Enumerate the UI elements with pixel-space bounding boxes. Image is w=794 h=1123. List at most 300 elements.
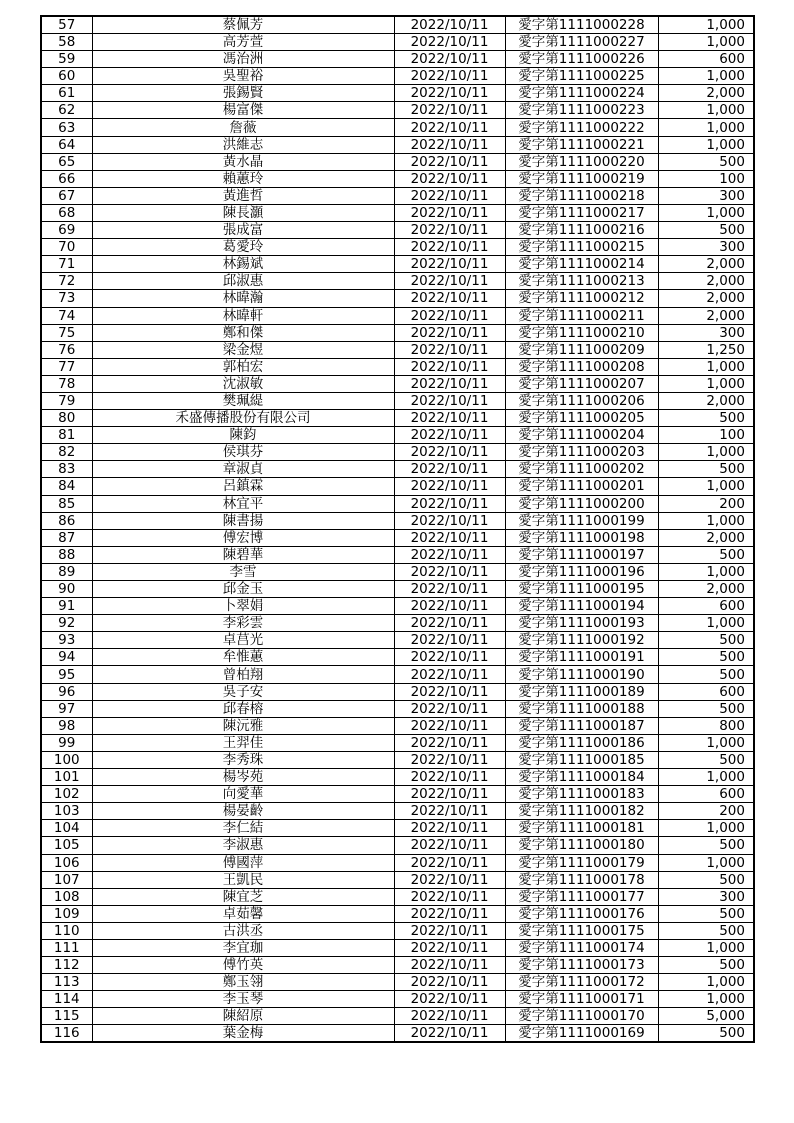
- donor-name: 林錫斌: [92, 256, 394, 273]
- donation-amount: 1,000: [658, 444, 754, 461]
- table-row: [41, 85, 754, 102]
- table-row: [41, 922, 754, 939]
- receipt-number: 愛字第1111000206: [505, 392, 658, 409]
- row-number: 66: [41, 170, 92, 187]
- receipt-number: 愛字第1111000195: [505, 581, 658, 598]
- receipt-number: 愛字第1111000171: [505, 991, 658, 1008]
- receipt-number: 愛字第1111000207: [505, 375, 658, 392]
- row-number: 113: [41, 974, 92, 991]
- donation-date: 2022/10/11: [394, 68, 505, 85]
- donation-amount: 2,000: [658, 307, 754, 324]
- table-row: [41, 51, 754, 68]
- receipt-number: 愛字第1111000204: [505, 427, 658, 444]
- donation-date: 2022/10/11: [394, 598, 505, 615]
- donor-name: 章淑貞: [92, 461, 394, 478]
- donation-date: 2022/10/11: [394, 273, 505, 290]
- donation-amount: 300: [658, 324, 754, 341]
- donation-date: 2022/10/11: [394, 444, 505, 461]
- donation-amount: 1,000: [658, 991, 754, 1008]
- table-row: [41, 256, 754, 273]
- donor-name: 傅竹英: [92, 957, 394, 974]
- row-number: 109: [41, 905, 92, 922]
- row-number: 59: [41, 51, 92, 68]
- table-row: [41, 854, 754, 871]
- donor-name: 向愛華: [92, 786, 394, 803]
- donor-name: 蔡佩芳: [92, 16, 394, 34]
- donation-amount: 1,000: [658, 136, 754, 153]
- donor-name: 李仁結: [92, 820, 394, 837]
- receipt-number: 愛字第1111000185: [505, 751, 658, 768]
- row-number: 80: [41, 410, 92, 427]
- table-row: [41, 666, 754, 683]
- row-number: 116: [41, 1025, 92, 1043]
- donation-date: 2022/10/11: [394, 820, 505, 837]
- row-number: 57: [41, 16, 92, 34]
- table-row: [41, 751, 754, 768]
- table-row: [41, 649, 754, 666]
- donation-date: 2022/10/11: [394, 734, 505, 751]
- receipt-number: 愛字第1111000170: [505, 1008, 658, 1025]
- donation-amount: 1,000: [658, 615, 754, 632]
- donor-name: 郭柏宏: [92, 358, 394, 375]
- row-number: 91: [41, 598, 92, 615]
- receipt-number: 愛字第1111000227: [505, 34, 658, 51]
- donation-amount: 200: [658, 495, 754, 512]
- row-number: 86: [41, 512, 92, 529]
- donation-date: 2022/10/11: [394, 751, 505, 768]
- row-number: 89: [41, 563, 92, 580]
- row-number: 99: [41, 734, 92, 751]
- table-row: [41, 34, 754, 51]
- donation-date: 2022/10/11: [394, 957, 505, 974]
- donor-name: 王羿佳: [92, 734, 394, 751]
- donation-date: 2022/10/11: [394, 683, 505, 700]
- row-number: 61: [41, 85, 92, 102]
- donation-date: 2022/10/11: [394, 392, 505, 409]
- donation-date: 2022/10/11: [394, 700, 505, 717]
- receipt-number: 愛字第1111000218: [505, 187, 658, 204]
- table-row: [41, 68, 754, 85]
- donation-amount: 1,000: [658, 512, 754, 529]
- donation-amount: 500: [658, 649, 754, 666]
- receipt-number: 愛字第1111000179: [505, 854, 658, 871]
- row-number: 71: [41, 256, 92, 273]
- donation-date: 2022/10/11: [394, 239, 505, 256]
- row-number: 60: [41, 68, 92, 85]
- donation-amount: 1,000: [658, 119, 754, 136]
- donation-date: 2022/10/11: [394, 341, 505, 358]
- donation-amount: 5,000: [658, 1008, 754, 1025]
- donation-amount: 500: [658, 632, 754, 649]
- donation-date: 2022/10/11: [394, 666, 505, 683]
- donor-name: 邱淑惠: [92, 273, 394, 290]
- receipt-number: 愛字第1111000192: [505, 632, 658, 649]
- donation-date: 2022/10/11: [394, 307, 505, 324]
- donation-amount: 1,000: [658, 16, 754, 34]
- table-row: [41, 939, 754, 956]
- donation-amount: 1,000: [658, 820, 754, 837]
- donation-amount: 600: [658, 683, 754, 700]
- donation-date: 2022/10/11: [394, 529, 505, 546]
- donor-name: 吳聖裕: [92, 68, 394, 85]
- donor-name: 鄭和傑: [92, 324, 394, 341]
- donor-name: 李雪: [92, 563, 394, 580]
- table-row: [41, 119, 754, 136]
- donor-name: 林宜平: [92, 495, 394, 512]
- row-number: 103: [41, 803, 92, 820]
- row-number: 78: [41, 375, 92, 392]
- donation-amount: 500: [658, 666, 754, 683]
- donor-name: 傅國萍: [92, 854, 394, 871]
- donation-date: 2022/10/11: [394, 410, 505, 427]
- row-number: 101: [41, 769, 92, 786]
- row-number: 73: [41, 290, 92, 307]
- donor-name: 楊富傑: [92, 102, 394, 119]
- donation-amount: 500: [658, 905, 754, 922]
- donor-name: 邱春榕: [92, 700, 394, 717]
- table-row: [41, 478, 754, 495]
- receipt-number: 愛字第1111000194: [505, 598, 658, 615]
- table-row: [41, 427, 754, 444]
- table-row: [41, 204, 754, 221]
- row-number: 75: [41, 324, 92, 341]
- donation-date: 2022/10/11: [394, 769, 505, 786]
- row-number: 98: [41, 717, 92, 734]
- table-row: [41, 957, 754, 974]
- donation-amount: 1,000: [658, 734, 754, 751]
- receipt-number: 愛字第1111000212: [505, 290, 658, 307]
- donor-name: 王凱民: [92, 871, 394, 888]
- donor-name: 侯琪芬: [92, 444, 394, 461]
- table-row: [41, 341, 754, 358]
- table-row: [41, 974, 754, 991]
- donation-amount: 2,000: [658, 529, 754, 546]
- table-row: [41, 444, 754, 461]
- donation-amount: 2,000: [658, 290, 754, 307]
- donor-name: 吳子安: [92, 683, 394, 700]
- donor-name: 洪維志: [92, 136, 394, 153]
- donation-amount: 2,000: [658, 392, 754, 409]
- table-row: [41, 581, 754, 598]
- donation-amount: 500: [658, 871, 754, 888]
- donor-name: 陳書揚: [92, 512, 394, 529]
- receipt-number: 愛字第1111000199: [505, 512, 658, 529]
- donation-date: 2022/10/11: [394, 581, 505, 598]
- table-row: [41, 187, 754, 204]
- donation-amount: 1,000: [658, 375, 754, 392]
- donation-date: 2022/10/11: [394, 375, 505, 392]
- donation-date: 2022/10/11: [394, 358, 505, 375]
- donor-name: 陳長灝: [92, 204, 394, 221]
- donation-amount: 1,000: [658, 358, 754, 375]
- donation-amount: 500: [658, 700, 754, 717]
- donation-amount: 1,000: [658, 102, 754, 119]
- table-row: [41, 820, 754, 837]
- donation-amount: 1,000: [658, 68, 754, 85]
- donation-amount: 500: [658, 1025, 754, 1043]
- donor-name: 黃水晶: [92, 153, 394, 170]
- donation-amount: 1,000: [658, 204, 754, 221]
- donation-date: 2022/10/11: [394, 136, 505, 153]
- row-number: 93: [41, 632, 92, 649]
- table-row: [41, 700, 754, 717]
- table-row: [41, 871, 754, 888]
- row-number: 111: [41, 939, 92, 956]
- receipt-number: 愛字第1111000219: [505, 170, 658, 187]
- donor-name: 詹薇: [92, 119, 394, 136]
- donation-date: 2022/10/11: [394, 871, 505, 888]
- row-number: 97: [41, 700, 92, 717]
- receipt-number: 愛字第1111000190: [505, 666, 658, 683]
- donation-date: 2022/10/11: [394, 939, 505, 956]
- row-number: 70: [41, 239, 92, 256]
- receipt-number: 愛字第1111000198: [505, 529, 658, 546]
- table-row: [41, 991, 754, 1008]
- table-row: [41, 102, 754, 119]
- receipt-number: 愛字第1111000193: [505, 615, 658, 632]
- donation-amount: 1,000: [658, 854, 754, 871]
- row-number: 69: [41, 222, 92, 239]
- donation-amount: 1,250: [658, 341, 754, 358]
- table-row: [41, 153, 754, 170]
- table-row: [41, 683, 754, 700]
- receipt-number: 愛字第1111000181: [505, 820, 658, 837]
- table-row: [41, 410, 754, 427]
- receipt-number: 愛字第1111000216: [505, 222, 658, 239]
- table-row: [41, 170, 754, 187]
- row-number: 76: [41, 341, 92, 358]
- receipt-number: 愛字第1111000184: [505, 769, 658, 786]
- row-number: 92: [41, 615, 92, 632]
- donor-name: 卓莒光: [92, 632, 394, 649]
- donor-name: 陳紹原: [92, 1008, 394, 1025]
- donor-name: 李秀珠: [92, 751, 394, 768]
- donation-date: 2022/10/11: [394, 632, 505, 649]
- row-number: 67: [41, 187, 92, 204]
- row-number: 108: [41, 888, 92, 905]
- donor-name: 禾盛傳播股份有限公司: [92, 410, 394, 427]
- receipt-number: 愛字第1111000191: [505, 649, 658, 666]
- donation-date: 2022/10/11: [394, 102, 505, 119]
- table-row: [41, 136, 754, 153]
- donation-amount: 500: [658, 922, 754, 939]
- donation-date: 2022/10/11: [394, 888, 505, 905]
- receipt-number: 愛字第1111000223: [505, 102, 658, 119]
- table-row: [41, 307, 754, 324]
- donation-amount: 1,000: [658, 34, 754, 51]
- donation-date: 2022/10/11: [394, 153, 505, 170]
- donation-date: 2022/10/11: [394, 85, 505, 102]
- donation-amount: 500: [658, 222, 754, 239]
- donor-name: 葛愛玲: [92, 239, 394, 256]
- donation-amount: 500: [658, 546, 754, 563]
- donation-date: 2022/10/11: [394, 922, 505, 939]
- table-row: [41, 273, 754, 290]
- receipt-number: 愛字第1111000188: [505, 700, 658, 717]
- donor-name: 陳鈞: [92, 427, 394, 444]
- donation-date: 2022/10/11: [394, 495, 505, 512]
- donor-name: 鄭玉翎: [92, 974, 394, 991]
- row-number: 87: [41, 529, 92, 546]
- row-number: 114: [41, 991, 92, 1008]
- table-row: [41, 324, 754, 341]
- donor-name: 呂鎮霖: [92, 478, 394, 495]
- donation-date: 2022/10/11: [394, 649, 505, 666]
- donor-name: 邱金玉: [92, 581, 394, 598]
- row-number: 100: [41, 751, 92, 768]
- donation-amount: 100: [658, 170, 754, 187]
- donation-amount: 500: [658, 153, 754, 170]
- row-number: 83: [41, 461, 92, 478]
- donation-amount: 500: [658, 957, 754, 974]
- donor-name: 李玉琴: [92, 991, 394, 1008]
- donation-amount: 500: [658, 751, 754, 768]
- donor-name: 賴蕙玲: [92, 170, 394, 187]
- donation-amount: 100: [658, 427, 754, 444]
- donation-amount: 1,000: [658, 939, 754, 956]
- row-number: 90: [41, 581, 92, 598]
- donation-date: 2022/10/11: [394, 905, 505, 922]
- donation-date: 2022/10/11: [394, 290, 505, 307]
- receipt-number: 愛字第1111000228: [505, 16, 658, 34]
- row-number: 85: [41, 495, 92, 512]
- row-number: 95: [41, 666, 92, 683]
- donor-name: 卜翠娟: [92, 598, 394, 615]
- receipt-number: 愛字第1111000213: [505, 273, 658, 290]
- row-number: 112: [41, 957, 92, 974]
- donation-amount: 1,000: [658, 478, 754, 495]
- donor-name: 楊岑苑: [92, 769, 394, 786]
- receipt-number: 愛字第1111000197: [505, 546, 658, 563]
- row-number: 77: [41, 358, 92, 375]
- table-row: [41, 290, 754, 307]
- donation-date: 2022/10/11: [394, 974, 505, 991]
- donation-amount: 2,000: [658, 581, 754, 598]
- donation-date: 2022/10/11: [394, 222, 505, 239]
- table-row: [41, 495, 754, 512]
- row-number: 96: [41, 683, 92, 700]
- receipt-number: 愛字第1111000217: [505, 204, 658, 221]
- row-number: 63: [41, 119, 92, 136]
- receipt-number: 愛字第1111000220: [505, 153, 658, 170]
- table-row: [41, 769, 754, 786]
- receipt-number: 愛字第1111000205: [505, 410, 658, 427]
- table-row: [41, 461, 754, 478]
- receipt-number: 愛字第1111000186: [505, 734, 658, 751]
- donor-name: 陳碧華: [92, 546, 394, 563]
- receipt-number: 愛字第1111000200: [505, 495, 658, 512]
- receipt-number: 愛字第1111000174: [505, 939, 658, 956]
- donor-name: 古洪丞: [92, 922, 394, 939]
- donation-date: 2022/10/11: [394, 1025, 505, 1043]
- receipt-number: 愛字第1111000210: [505, 324, 658, 341]
- row-number: 64: [41, 136, 92, 153]
- receipt-number: 愛字第1111000201: [505, 478, 658, 495]
- row-number: 105: [41, 837, 92, 854]
- donation-amount: 2,000: [658, 256, 754, 273]
- receipt-number: 愛字第1111000226: [505, 51, 658, 68]
- donation-amount: 500: [658, 461, 754, 478]
- table-row: [41, 529, 754, 546]
- table-row: [41, 888, 754, 905]
- row-number: 88: [41, 546, 92, 563]
- donor-name: 馮治洲: [92, 51, 394, 68]
- donation-date: 2022/10/11: [394, 717, 505, 734]
- table-row: [41, 717, 754, 734]
- table-row: [41, 734, 754, 751]
- receipt-number: 愛字第1111000208: [505, 358, 658, 375]
- table-row: [41, 239, 754, 256]
- donation-date: 2022/10/11: [394, 803, 505, 820]
- table-row: [41, 837, 754, 854]
- donation-date: 2022/10/11: [394, 461, 505, 478]
- donor-name: 梁金煜: [92, 341, 394, 358]
- table-row: [41, 392, 754, 409]
- row-number: 68: [41, 204, 92, 221]
- receipt-number: 愛字第1111000214: [505, 256, 658, 273]
- donation-date: 2022/10/11: [394, 204, 505, 221]
- donor-name: 曾柏翔: [92, 666, 394, 683]
- table-row: [41, 786, 754, 803]
- donor-name: 牟惟蕙: [92, 649, 394, 666]
- receipt-number: 愛字第1111000202: [505, 461, 658, 478]
- donation-date: 2022/10/11: [394, 324, 505, 341]
- table-row: [41, 358, 754, 375]
- table-row: [41, 1025, 754, 1043]
- donation-amount: 800: [658, 717, 754, 734]
- donation-date: 2022/10/11: [394, 16, 505, 34]
- receipt-number: 愛字第1111000211: [505, 307, 658, 324]
- donation-amount: 500: [658, 410, 754, 427]
- table-row: [41, 598, 754, 615]
- donor-name: 高芳萱: [92, 34, 394, 51]
- donation-date: 2022/10/11: [394, 256, 505, 273]
- donation-amount: 2,000: [658, 85, 754, 102]
- receipt-number: 愛字第1111000169: [505, 1025, 658, 1043]
- donation-amount: 600: [658, 51, 754, 68]
- donation-date: 2022/10/11: [394, 512, 505, 529]
- row-number: 94: [41, 649, 92, 666]
- receipt-number: 愛字第1111000187: [505, 717, 658, 734]
- donor-name: 傅宏博: [92, 529, 394, 546]
- donor-name: 陳宜芝: [92, 888, 394, 905]
- row-number: 84: [41, 478, 92, 495]
- row-number: 58: [41, 34, 92, 51]
- table-row: [41, 563, 754, 580]
- donor-name: 黃進哲: [92, 187, 394, 204]
- donor-name: 樊珮緹: [92, 392, 394, 409]
- donation-date: 2022/10/11: [394, 34, 505, 51]
- row-number: 81: [41, 427, 92, 444]
- row-number: 65: [41, 153, 92, 170]
- receipt-number: 愛字第1111000222: [505, 119, 658, 136]
- donation-date: 2022/10/11: [394, 51, 505, 68]
- receipt-number: 愛字第1111000172: [505, 974, 658, 991]
- donation-amount: 300: [658, 888, 754, 905]
- donation-amount: 1,000: [658, 974, 754, 991]
- table-row: [41, 512, 754, 529]
- receipt-number: 愛字第1111000176: [505, 905, 658, 922]
- donor-name: 葉金梅: [92, 1025, 394, 1043]
- donation-amount: 300: [658, 239, 754, 256]
- donation-amount: 200: [658, 803, 754, 820]
- donor-name: 卓茹馨: [92, 905, 394, 922]
- row-number: 106: [41, 854, 92, 871]
- receipt-number: 愛字第1111000183: [505, 786, 658, 803]
- row-number: 107: [41, 871, 92, 888]
- donation-amount: 300: [658, 187, 754, 204]
- donation-date: 2022/10/11: [394, 427, 505, 444]
